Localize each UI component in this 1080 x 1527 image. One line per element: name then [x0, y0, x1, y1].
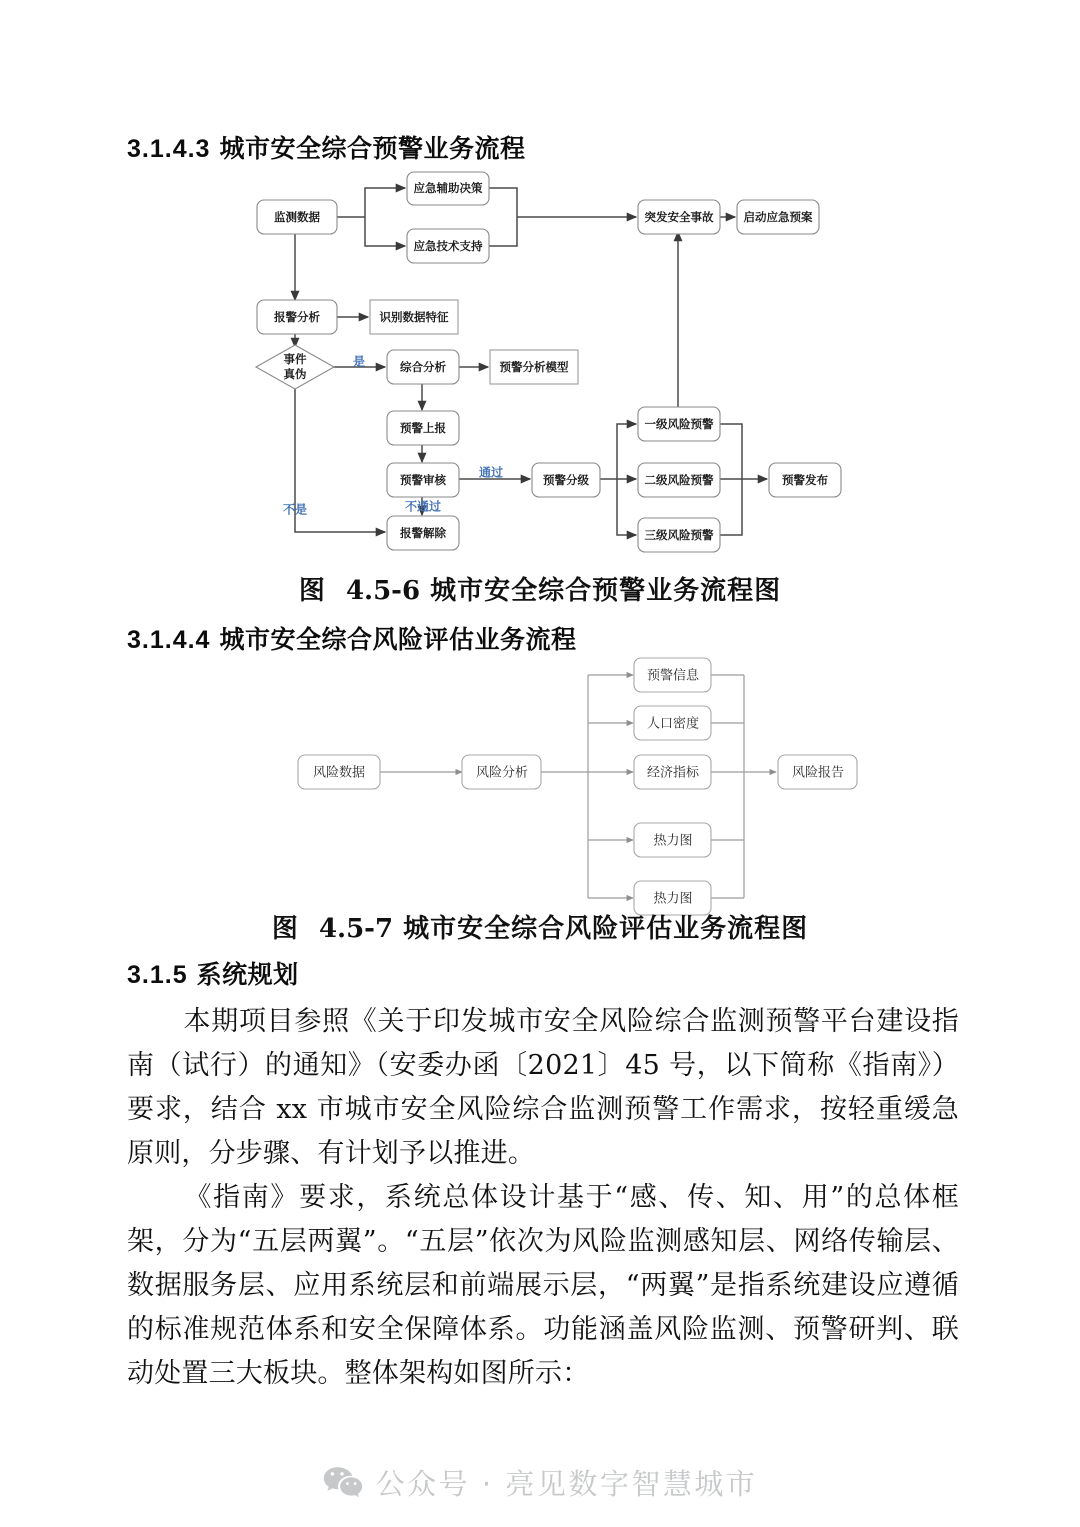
- edge-label-no: 不是: [282, 502, 308, 517]
- heading-3-1-5-title: 系统规划: [196, 960, 299, 989]
- svg-text:预警信息: 预警信息: [646, 668, 700, 684]
- node-alarm-release: [387, 516, 459, 550]
- svg-text:事件: 事件: [283, 352, 307, 366]
- node-monitor-data: [257, 200, 337, 234]
- figure-1-caption-number: 4.5-6: [345, 576, 421, 606]
- node-risk-report: [778, 755, 857, 789]
- heading-3-1-5: [127, 955, 299, 991]
- figure-2-caption-title: 城市安全综合风险评估业务流程图: [403, 914, 809, 944]
- paragraph-1: [127, 1000, 959, 1176]
- node-warning-publish: [769, 463, 841, 497]
- heading-3-1-4-3: [127, 129, 525, 165]
- svg-text:识别数据特征: 识别数据特征: [379, 310, 449, 324]
- node-alarm-analysis: [257, 300, 337, 334]
- svg-text:突发安全事故: 突发安全事故: [644, 210, 714, 224]
- node-warning-review: [387, 463, 459, 497]
- edge-label-yes: 是: [352, 354, 366, 369]
- link-split-to-decision: [365, 188, 405, 217]
- svg-text:热力图: 热力图: [653, 891, 693, 907]
- node-risk-analysis: [462, 755, 541, 789]
- figure-1-caption-label: 图: [298, 576, 326, 606]
- edge-label-pass: 通过: [478, 465, 504, 480]
- svg-text:监测数据: 监测数据: [274, 210, 320, 224]
- footer-watermark-text: 公众号 · 亮见数字智慧城市: [375, 1467, 758, 1501]
- link-split-to-tech: [365, 217, 405, 246]
- svg-text:综合分析: 综合分析: [400, 360, 446, 374]
- svg-text:启动应急预案: 启动应急预案: [743, 210, 813, 224]
- node-risk-level-2: [638, 463, 720, 497]
- node-economic-index: [634, 755, 711, 789]
- svg-text:二级风险预警: 二级风险预警: [644, 473, 714, 487]
- node-risk-level-1: [638, 407, 720, 441]
- figure-1-caption-title: 城市安全综合预警业务流程图: [430, 576, 782, 606]
- svg-text:报警分析: 报警分析: [274, 310, 320, 324]
- node-emergency-tech: [407, 229, 489, 263]
- svg-text:应急技术支持: 应急技术支持: [413, 239, 483, 253]
- wechat-icon: [323, 1466, 363, 1500]
- svg-text:预警分级: 预警分级: [543, 473, 589, 487]
- paragraph-2: [127, 1176, 959, 1396]
- node-event-truth-diamond: [256, 345, 334, 389]
- link-diamond-no: [295, 388, 385, 532]
- figure-2-caption: [0, 908, 1080, 945]
- link-grading-to-level3: [617, 479, 636, 535]
- node-heatmap-1: [634, 823, 711, 857]
- link-tech-merge: [489, 217, 517, 246]
- heading-3-1-4-4-title: 城市安全综合风险评估业务流程: [219, 625, 577, 654]
- edge-label-fail: 不通过: [404, 499, 442, 514]
- figure-risk-assessment-flow: [292, 655, 862, 907]
- node-comprehensive-analysis: [387, 350, 459, 384]
- node-safety-incident: [638, 200, 720, 234]
- svg-text:应急辅助决策: 应急辅助决策: [413, 181, 483, 195]
- svg-text:风险数据: 风险数据: [312, 765, 366, 781]
- heading-3-1-4-3-number: 3.1.4.3: [127, 135, 211, 163]
- link-level1-merge: [720, 424, 742, 479]
- paragraph-1-text: 本期项目参照《关于印发城市安全风险综合监测预警平台建设指南（试行）的通知》（安委办函〔2021〕45 号，以下简称《指南》）要求，结合 xx 市城市安全风险综合监测预警工作需求，按轻重缓急原则，分步骤、有计划予以推进。: [127, 1006, 959, 1169]
- link-decision-merge: [489, 188, 517, 217]
- svg-text:一级风险预警: 一级风险预警: [644, 417, 714, 431]
- svg-text:风险分析: 风险分析: [475, 765, 529, 781]
- node-population-density: [634, 706, 711, 740]
- node-risk-data: [298, 755, 380, 789]
- node-warning-info: [634, 658, 711, 692]
- node-launch-plan: [737, 200, 819, 234]
- svg-text:三级风险预警: 三级风险预警: [644, 528, 714, 542]
- figure-2-caption-number: 4.5-7: [318, 914, 394, 944]
- svg-text:风险报告: 风险报告: [791, 765, 845, 781]
- link-grading-to-level1: [617, 424, 636, 479]
- svg-text:经济指标: 经济指标: [646, 765, 700, 781]
- figure-warning-business-flow: [255, 172, 855, 564]
- footer-watermark: [0, 1462, 1080, 1503]
- svg-text:预警上报: 预警上报: [400, 421, 446, 435]
- node-emergency-decision: [407, 172, 489, 205]
- heading-3-1-5-number: 3.1.5: [127, 961, 188, 989]
- svg-text:预警审核: 预警审核: [400, 473, 446, 487]
- node-warning-model: [490, 350, 578, 384]
- heading-3-1-4-3-title: 城市安全综合预警业务流程: [219, 134, 526, 163]
- svg-text:人口密度: 人口密度: [646, 716, 700, 732]
- paragraph-2-text: 《指南》要求，系统总体设计基于“感、传、知、用”的总体框架，分为“五层两翼”。“五层”依次为风险监测感知层、网络传输层、数据服务层、应用系统层和前端展示层，“两翼”是指系统建设应遵循的标准规范体系和安全保障体系。功能涵盖风险监测、预警研判、联动处置三大板块。整体架构如图所示：: [127, 1182, 959, 1389]
- svg-text:热力图: 热力图: [653, 833, 693, 849]
- svg-text:报警解除: 报警解除: [400, 526, 446, 540]
- svg-text:预警发布: 预警发布: [782, 473, 828, 487]
- node-warning-grading: [532, 463, 600, 497]
- node-warning-report: [387, 411, 459, 445]
- node-risk-level-3: [638, 518, 720, 552]
- heading-3-1-4-4: [127, 620, 576, 656]
- svg-text:真伪: 真伪: [283, 367, 307, 381]
- node-identify-features: [370, 300, 458, 334]
- figure-1-caption: [0, 570, 1080, 607]
- figure-2-caption-label: 图: [271, 914, 299, 944]
- heading-3-1-4-4-number: 3.1.4.4: [127, 626, 211, 654]
- link-level3-merge: [720, 479, 742, 535]
- svg-text:预警分析模型: 预警分析模型: [499, 360, 569, 374]
